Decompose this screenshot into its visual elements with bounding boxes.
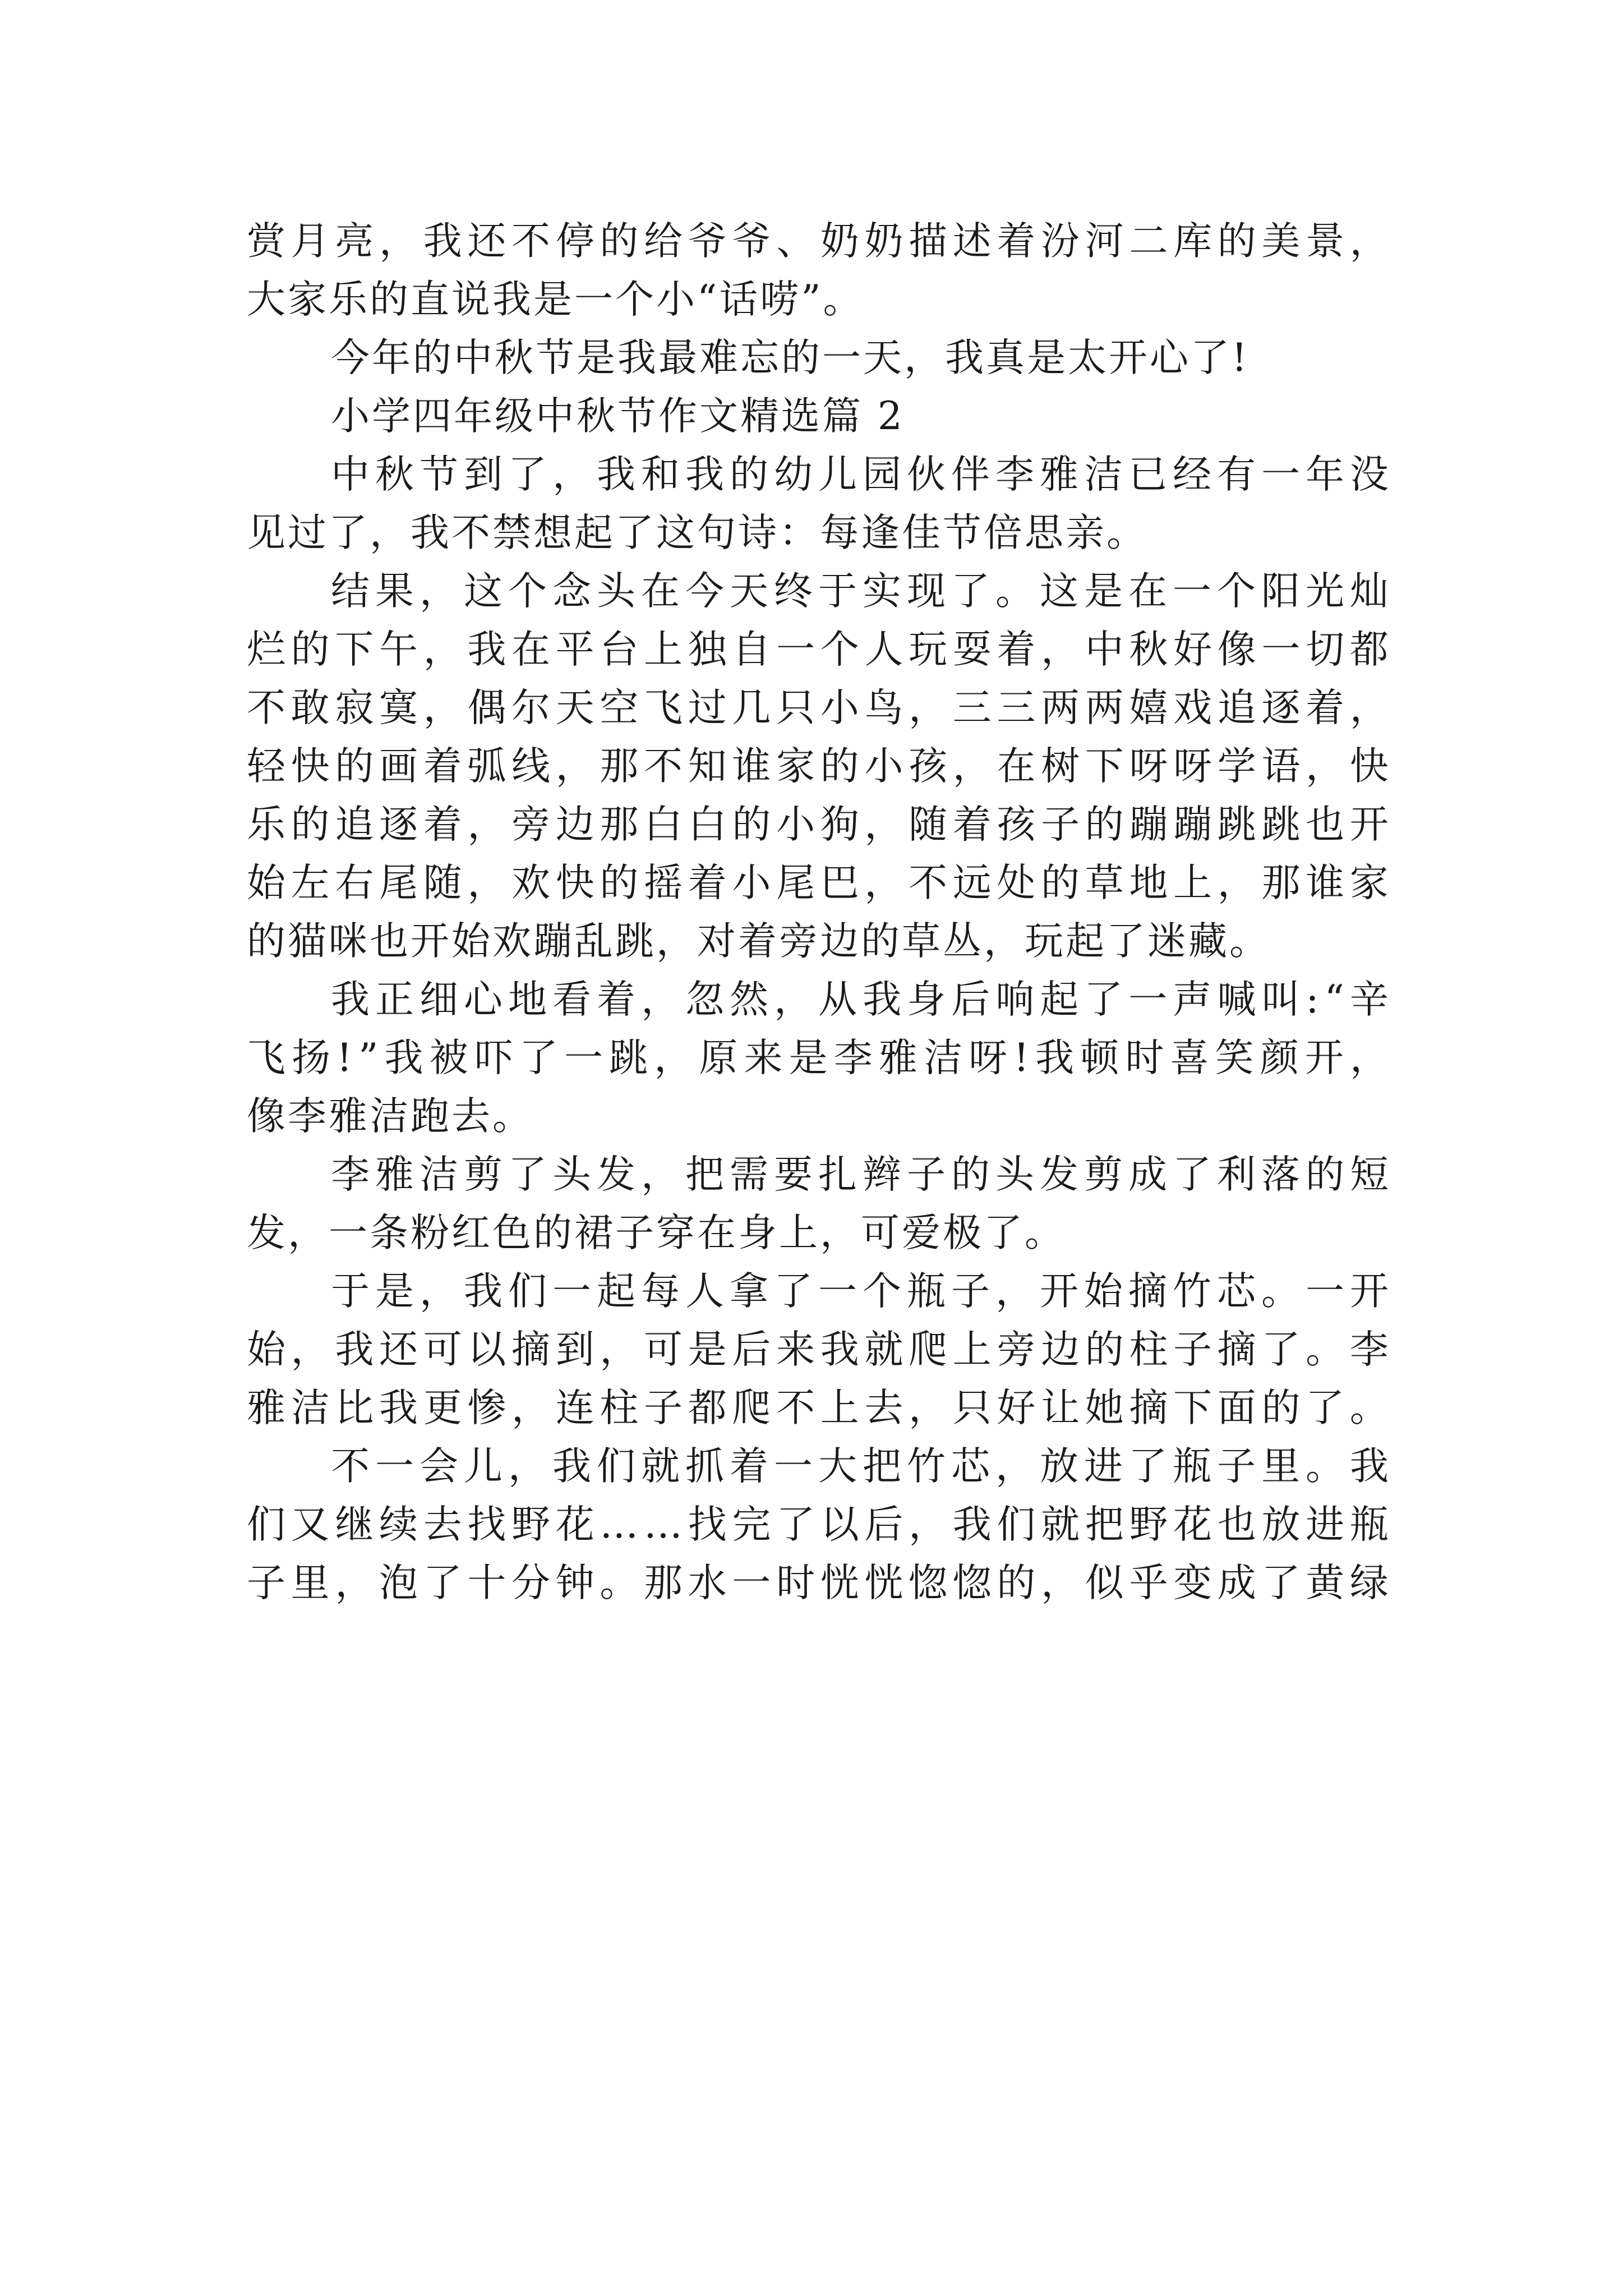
paragraph-line: 今年的中秋节是我最难忘的一天，我真是太开心了! [331,335,1249,380]
paragraph-line: 不 一 会 儿 ， 我 们 就 抓 着 一 大 把 竹 芯 ， 放 进 了 瓶 子 里 。 我 [331,1444,1391,1489]
paragraph-line: 于 是 ， 我 们 一 起 每 人 拿 了 一 个 瓶 子 ， 开 始 摘 竹 芯 。 一 开 [331,1269,1391,1314]
paragraph-line: 结 果 ， 这 个 念 头 在 今 天 终 于 实 现 了 。 这 是 在 一 个 阳 光 灿 [331,569,1391,614]
text-line: 子 里 ， 泡 了 十 分 钟 。 那 水 一 时 恍 恍 惚 惚 的 ， 似 乎 变 成 了 黄 绿 [247,1561,1391,1605]
section-heading: 小学四年级中秋节作文精选篇 2 [331,394,905,439]
text-line: 见过了，我不禁想起了这句诗：每逢佳节倍思亲。 [247,510,1147,555]
article-body [247,212,1391,1612]
text-line: 的猫咪也开始欢蹦乱跳，对着旁边的草丛，玩起了迷藏。 [247,919,1270,964]
text-line: 飞 扬 ! ” 我 被 吓 了 一 跳 ， 原 来 是 李 雅 洁 呀 ! 我 顿 时 喜 笑 颜 开 ， [247,1036,1391,1080]
text-line: 发，一条粉红色的裙子穿在身上，可爱极了。 [247,1211,1066,1255]
text-line: 始 ， 我 还 可 以 摘 到 ， 可 是 后 来 我 就 爬 上 旁 边 的 柱 子 摘 了 。 李 [247,1327,1391,1372]
text-line: 烂 的 下 午 ， 我 在 平 台 上 独 自 一 个 人 玩 耍 着 ， 中 秋 好 像 一 切 都 [247,627,1391,672]
text-line: 乐 的 追 逐 着 ， 旁 边 那 白 白 的 小 狗 ， 随 着 孩 子 的 蹦 蹦 跳 跳 也 开 [247,802,1391,847]
text-line: 大家乐的直说我是一个小“话唠”。 [247,277,864,322]
text-line: 始 左 右 尾 随 ， 欢 快 的 摇 着 小 尾 巴 ， 不 远 处 的 草 地 上 ， 那 谁 家 [247,861,1391,905]
text-line: 们 又 继 续 去 找 野 花 … … 找 完 了 以 后 ， 我 们 就 把 野 花 也 放 进 瓶 [247,1502,1391,1547]
text-line: 像李雅洁跑去。 [247,1094,533,1139]
text-line: 雅 洁 比 我 更 惨 ， 连 柱 子 都 爬 不 上 去 ， 只 好 让 她 摘 下 面 的 了 。 [247,1386,1391,1430]
text-line: 轻 快 的 画 着 弧 线 ， 那 不 知 谁 家 的 小 孩 ， 在 树 下 呀 呀 学 语 ， 快 [247,744,1391,789]
text-line: 不 敢 寂 寞 ， 偶 尔 天 空 飞 过 几 只 小 鸟 ， 三 三 两 两 嬉 戏 追 逐 着 ， [247,685,1391,730]
paragraph-line: 李 雅 洁 剪 了 头 发 ， 把 需 要 扎 辫 子 的 头 发 剪 成 了 利 落 的 短 [331,1152,1391,1197]
text-line: 赏 月 亮 ， 我 还 不 停 的 给 爷 爷 、 奶 奶 描 述 着 汾 河 二 库 的 美 景 ， [247,219,1391,264]
paragraph-line: 我 正 细 心 地 看 着 ， 忽 然 ， 从 我 身 后 响 起 了 一 声 喊 叫 : “ 辛 [331,977,1391,1022]
paragraph-line: 中 秋 节 到 了 ， 我 和 我 的 幼 儿 园 伙 伴 李 雅 洁 已 经 有 一 年 没 [331,452,1391,497]
